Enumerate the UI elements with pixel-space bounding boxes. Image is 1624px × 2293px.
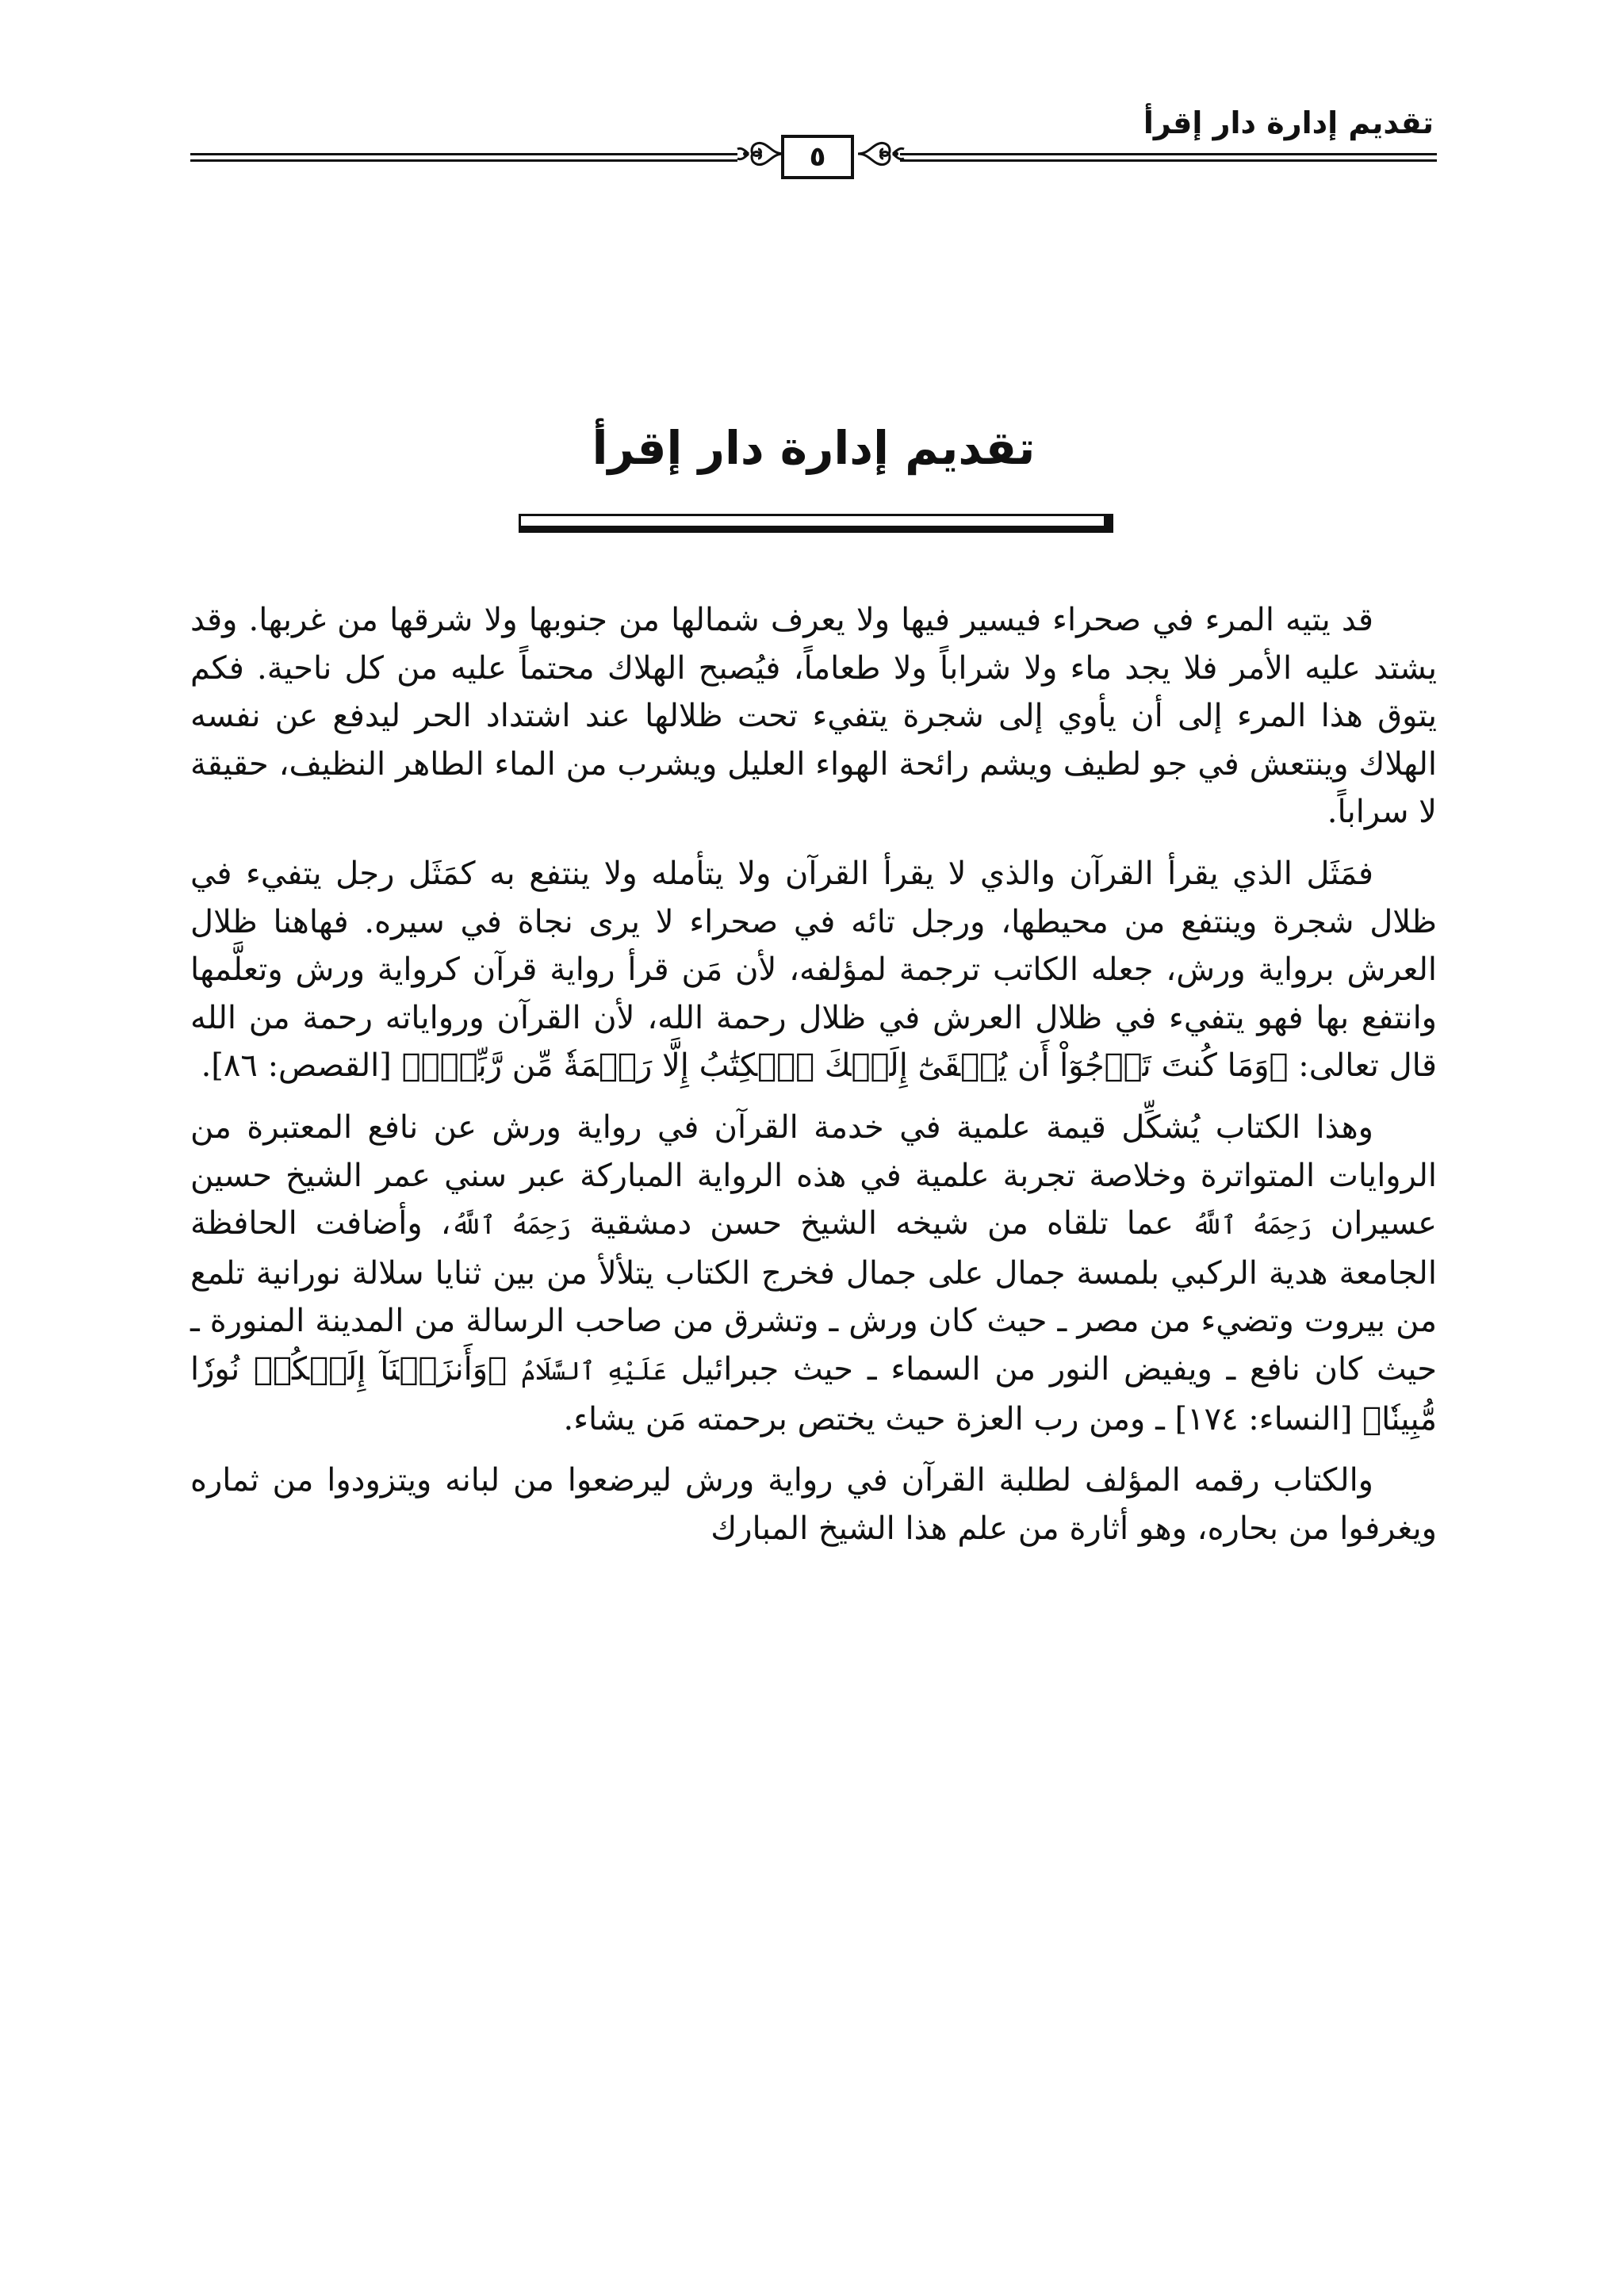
verse-reference: [النساء: ١٧٤] <box>1174 1400 1353 1437</box>
header-rule-left <box>190 153 737 162</box>
chapter-title: تقديم إدارة دار إقرأ <box>592 421 1036 475</box>
paragraph-3-text-c: ، وأضافت الحافظة الجامعة هدية الركبي بلمسة جمال على جمال فخرج الكتاب يتلألأ من بين ثنايا سلالة نورانية تلمع من بيروت وتضيء من مصر ـ حيث كان ورش ـ وتشرق من صاحب الرسالة من المدينة المنورة ـ حيث كان نافع ـ ويفيض النور من السماء ـ حيث جبرائيل <box>190 1205 1438 1388</box>
verse-reference: [القصص: ٨٦]. <box>201 1047 392 1085</box>
paragraph-3 <box>190 1104 1437 1443</box>
paragraph-2 <box>190 850 1437 1090</box>
paragraph-4: والكتاب رقمه المؤلف لطلبة القرآن في رواية ورش ليرضعوا من لبانه ويتزودوا من ثماره ويغرفوا من بحاره، وهو أثارة من علم هذا الشيخ المبارك <box>190 1462 1437 1547</box>
honorific-glyph: عَلَيْهِ ٱلسَّلَامُ <box>520 1355 667 1386</box>
quran-verse: ﴿وَمَا كُنتَ تَرۡجُوٓاْ أَن يُلۡقَىٰٓ إِلَيۡكَ ٱلۡكِتَٰبُ إِلَّا رَحۡمَةٗ مِّن رَّبِّكَۖ﴾ <box>401 1047 1289 1085</box>
honorific-glyph: رَحِمَهُ ٱللَّهُ <box>1192 1210 1312 1241</box>
quran-verse: ﴿وَأَنزَلۡنَآ إِلَيۡكُمۡ نُورٗا مُّبِينٗا﴾ <box>190 1350 1437 1437</box>
body-text <box>190 596 1437 1566</box>
paragraph-3-text-a: وهذا الكتاب يُشكِّل قيمة علمية في خدمة القرآن في رواية ورش عن نافع المعتبرة من الروايات المتواترة وخلاصة تجربة علمية في هذه الرواية المباركة عبر سني عمر الشيخ حسين عسيران <box>190 1108 1438 1242</box>
paragraph-2-text: فمَثَل الذي يقرأ القرآن والذي لا يقرأ القرآن ولا يتأمله ولا ينتفع به كمَثَل رجل يتفيء في ظلال شجرة وينتفع من محيطها، ورجل تائه في صحراء لا يرى نجاة في سيره. فهاهنا ظلال العرش برواية ورش، جعله الكاتب ترجمة لمؤلفه، لأن مَن قرأ رواية قرآن كرواية ورش وتعلَّمها وانتفع بها فهو يتفيء في ظلال العرش في ظلال رحمة الله، لأن القرآن ورواياته رحمة من الله قال تعالى: <box>190 855 1437 1085</box>
paragraph-1: قد يتيه المرء في صحراء فيسير فيها ولا يعرف شمالها من جنوبها ولا شرقها من غربها. وقد يشتد عليه الأمر فلا يجد ماء ولا شراباً ولا طعاماً، فيُصبح الهلاك محتماً عليه من كل ناحية. فكم يتوق هذا المرء إلى أن يأوي إلى شجرة يتفيء تحت ظلالها عند اشتداد الحر ليدفع عن نفسه الهلاك وينتعش في جو لطيف ويشم رائحة الهواء العليل ويشرب من الماء الطاهر النظيف، حقيقة لا سراباً. <box>190 602 1437 831</box>
header-rule-right <box>900 153 1437 162</box>
paragraph-3-text-d: ـ ومن رب العزة حيث يختص برحمته مَن يشاء. <box>563 1400 1165 1437</box>
page-number: ٥ <box>781 135 854 179</box>
paragraph-3-text-b: عما تلقاه من شيخه الشيخ حسن دمشقية <box>589 1205 1174 1242</box>
title-underline <box>519 514 1113 533</box>
floral-ornament-icon <box>736 128 787 179</box>
honorific-glyph: رَحِمَهُ ٱللَّهُ <box>450 1210 572 1241</box>
running-title: تقديم إدارة دار إقرأ <box>1143 105 1434 140</box>
floral-ornament-icon <box>855 128 906 179</box>
